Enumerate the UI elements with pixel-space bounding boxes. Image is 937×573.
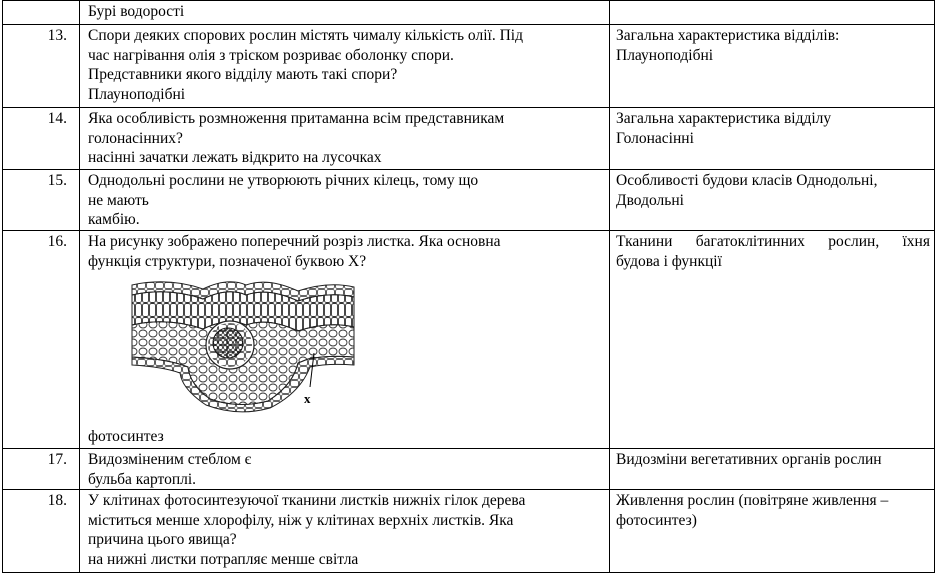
- answer-text: насінні зачатки лежать відкрито на лусочках: [88, 149, 382, 166]
- topic-cell: [610, 490, 935, 573]
- topic-text: Загальна характеристика відділу: [616, 110, 832, 127]
- question-text: міститься менше хлорофілу, ніж у клітинах верхніх листків. Яка: [88, 511, 514, 529]
- answer-text: Плауноподібні: [88, 85, 186, 103]
- topic-text: Тканини багатоклітинних рослин, їхня: [616, 233, 930, 250]
- question-text: не мають: [88, 191, 149, 209]
- topic-cell: [610, 449, 935, 490]
- question-text: голонасінних?: [88, 129, 183, 147]
- question-number: 15.: [3, 170, 80, 231]
- question-text: На рисунку зображено поперечний розріз листка. Яка основна: [88, 233, 501, 250]
- figure-label: x: [304, 391, 311, 406]
- topic-cell: [610, 25, 935, 108]
- topic-text: Особливості будови класів Однодольні,: [616, 172, 878, 189]
- table-row: [3, 449, 935, 490]
- topic-text: Дводольні: [616, 191, 684, 209]
- question-number: 18.: [3, 490, 80, 573]
- question-number: 17.: [3, 449, 80, 490]
- answer-text: бульба картоплі.: [88, 470, 197, 488]
- question-number: 13.: [3, 25, 80, 108]
- topic-text: будова і функції: [616, 252, 722, 270]
- question-cell: [80, 490, 610, 573]
- questions-table: [2, 0, 935, 573]
- topic-cell: [610, 1, 935, 25]
- question-cell: [80, 231, 610, 449]
- topic-text: Голонасінні: [616, 129, 694, 147]
- question-text: функція структури, позначеної буквою Х?: [88, 252, 367, 270]
- question-number: 16.: [3, 231, 80, 449]
- question-text: Однодольні рослини не утворюють річних кілець, тому що: [88, 172, 479, 189]
- question-text: час нагрівання олія з тріском розриває оболонку спори.: [88, 46, 454, 64]
- topic-text: Загальна характеристика відділів:: [616, 27, 840, 44]
- topic-cell: [610, 108, 935, 170]
- answer-text: камбію.: [88, 211, 140, 228]
- question-text: Видозміненим стеблом є: [88, 451, 252, 468]
- question-cell: [80, 108, 610, 170]
- question-number: 14.: [3, 108, 80, 170]
- leaf-cross-section-figure: [128, 275, 360, 413]
- table-row: [3, 231, 935, 449]
- topic-text: Плауноподібні: [616, 46, 714, 64]
- table-row: [3, 170, 935, 231]
- answer-text: фотосинтез: [88, 427, 164, 445]
- answer-text: на нижні листки потрапляє менше світла: [88, 550, 359, 568]
- table-row: [3, 108, 935, 170]
- topic-text: Живлення рослин (повітряне живлення –: [616, 492, 889, 509]
- topic-cell: [610, 231, 935, 449]
- question-text: У клітинах фотосинтезуючої тканини листків нижніх гілок дерева: [88, 492, 526, 509]
- topic-cell: [610, 170, 935, 231]
- question-cell: [80, 25, 610, 108]
- question-text: Представники якого відділу мають такі спори?: [88, 66, 398, 83]
- topic-text: Видозміни вегетативних органів рослин: [616, 451, 882, 468]
- topic-text: фотосинтез): [616, 511, 697, 529]
- question-cell: [80, 449, 610, 490]
- question-cell: [80, 170, 610, 231]
- table-row: [3, 490, 935, 573]
- question-text: Яка особливість розмноження притаманна всім представникам: [88, 110, 505, 127]
- table-row: [3, 25, 935, 108]
- question-cell: [80, 1, 610, 25]
- table-row: [3, 1, 935, 25]
- question-text: Спори деяких спорових рослин містять чималу кількість олії. Під: [88, 27, 523, 44]
- answer-text: Бурі водорості: [88, 3, 185, 20]
- question-text: причина цього явища?: [88, 531, 237, 548]
- question-number: [3, 1, 80, 25]
